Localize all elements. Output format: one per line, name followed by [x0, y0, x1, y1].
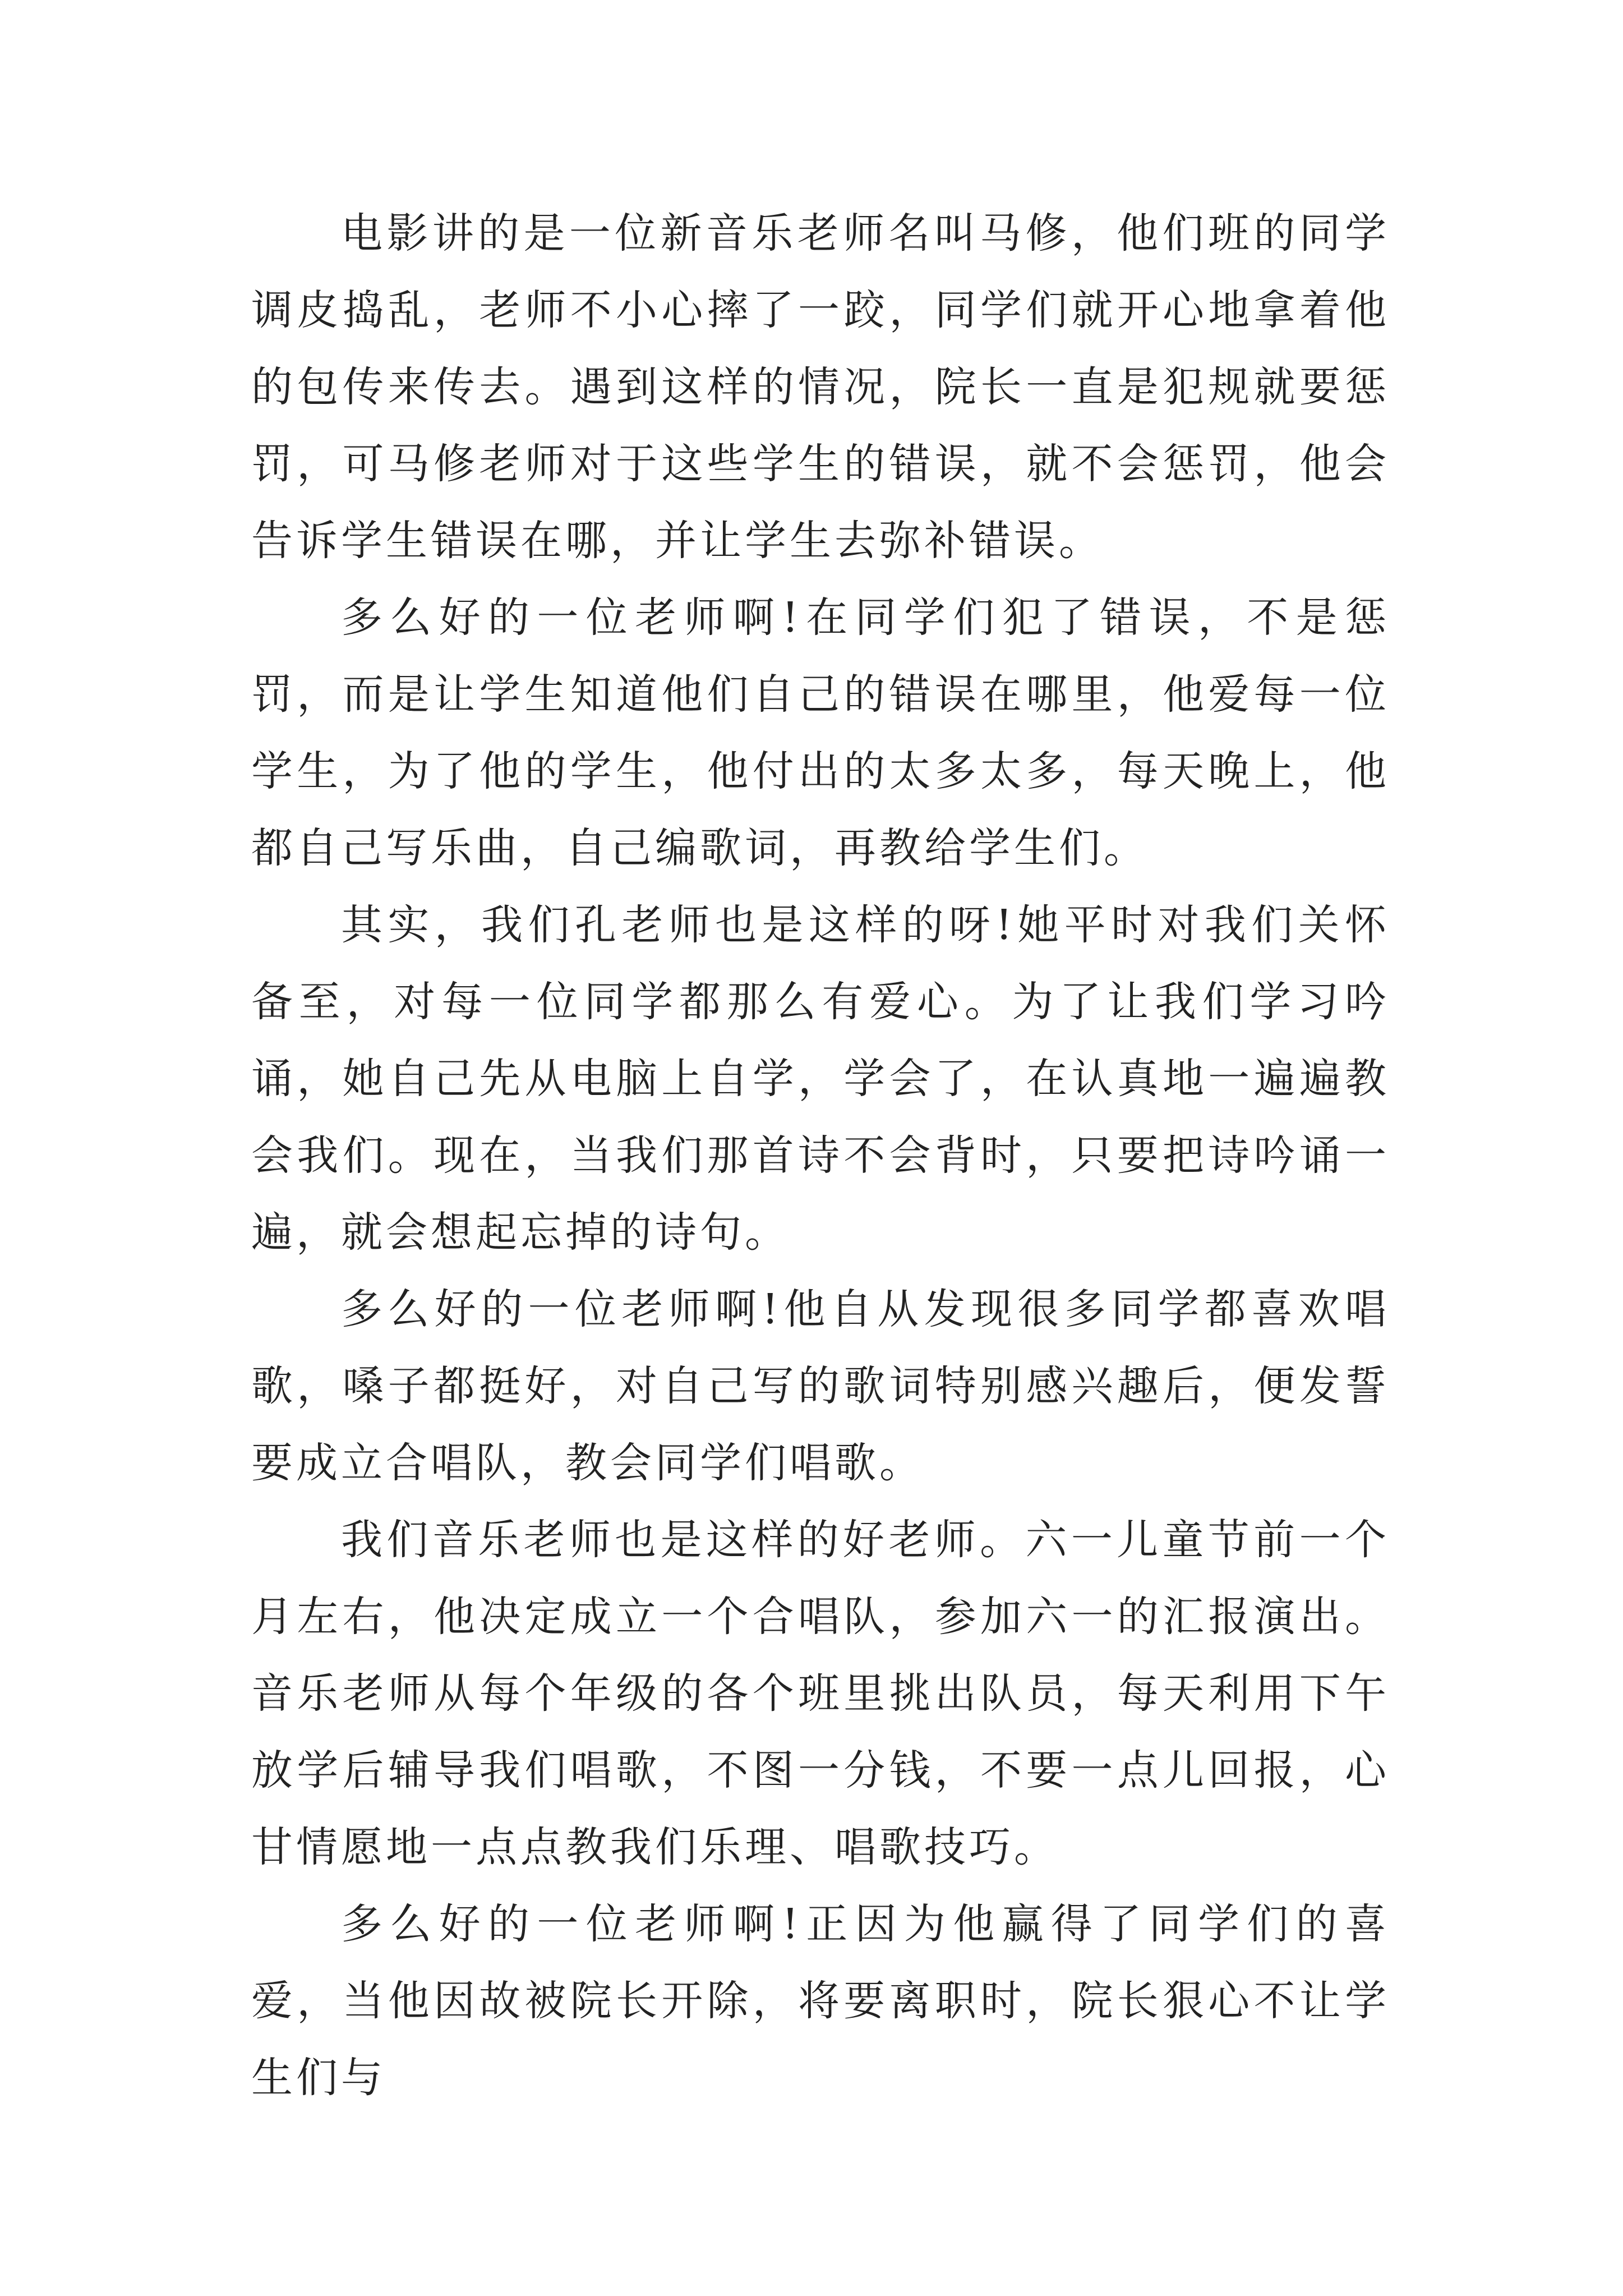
paragraph: 多么好的一位老师啊!正因为他赢得了同学们的喜爱，当他因故被院长开除，将要离职时，院长狠心不让学生们与: [251, 1900, 1390, 2102]
paragraph: 我们音乐老师也是这样的好老师。六一儿童节前一个月左右，他决定成立一个合唱队，参加六一的汇报演出。音乐老师从每个年级的各个班里挑出队员，每天利用下午放学后辅导我们唱歌，不图一分钱，不要一点儿回报，心甘情愿地一点点教我们乐理、唱歌技巧。: [251, 1516, 1390, 1871]
paragraph: 多么好的一位老师啊!在同学们犯了错误，不是惩罚，而是让学生知道他们自己的错误在哪里，他爱每一位学生，为了他的学生，他付出的太多太多，每天晚上，他都自己写乐曲，自己编歌词，再教给学生们。: [251, 593, 1390, 872]
paragraph: 其实，我们孔老师也是这样的呀!她平时对我们关怀备至，对每一位同学都那么有爱心。为了让我们学习吟诵，她自己先从电脑上自学，学会了，在认真地一遍遍教会我们。现在，当我们那首诗不会背时，只要把诗吟诵一遍，就会想起忘掉的诗句。: [251, 901, 1390, 1257]
paragraph: 多么好的一位老师啊!他自从发现很多同学都喜欢唱歌，嗓子都挺好，对自己写的歌词特别感兴趣后，便发誓要成立合唱队，教会同学们唱歌。: [251, 1285, 1390, 1487]
paragraph: 电影讲的是一位新音乐老师名叫马修，他们班的同学调皮捣乱，老师不小心摔了一跤，同学们就开心地拿着他的包传来传去。遇到这样的情况，院长一直是犯规就要惩罚，可马修老师对于这些学生的错误，就不会惩罚，他会告诉学生错误在哪，并让学生去弥补错误。: [251, 209, 1390, 565]
body-text: [251, 195, 1390, 2116]
